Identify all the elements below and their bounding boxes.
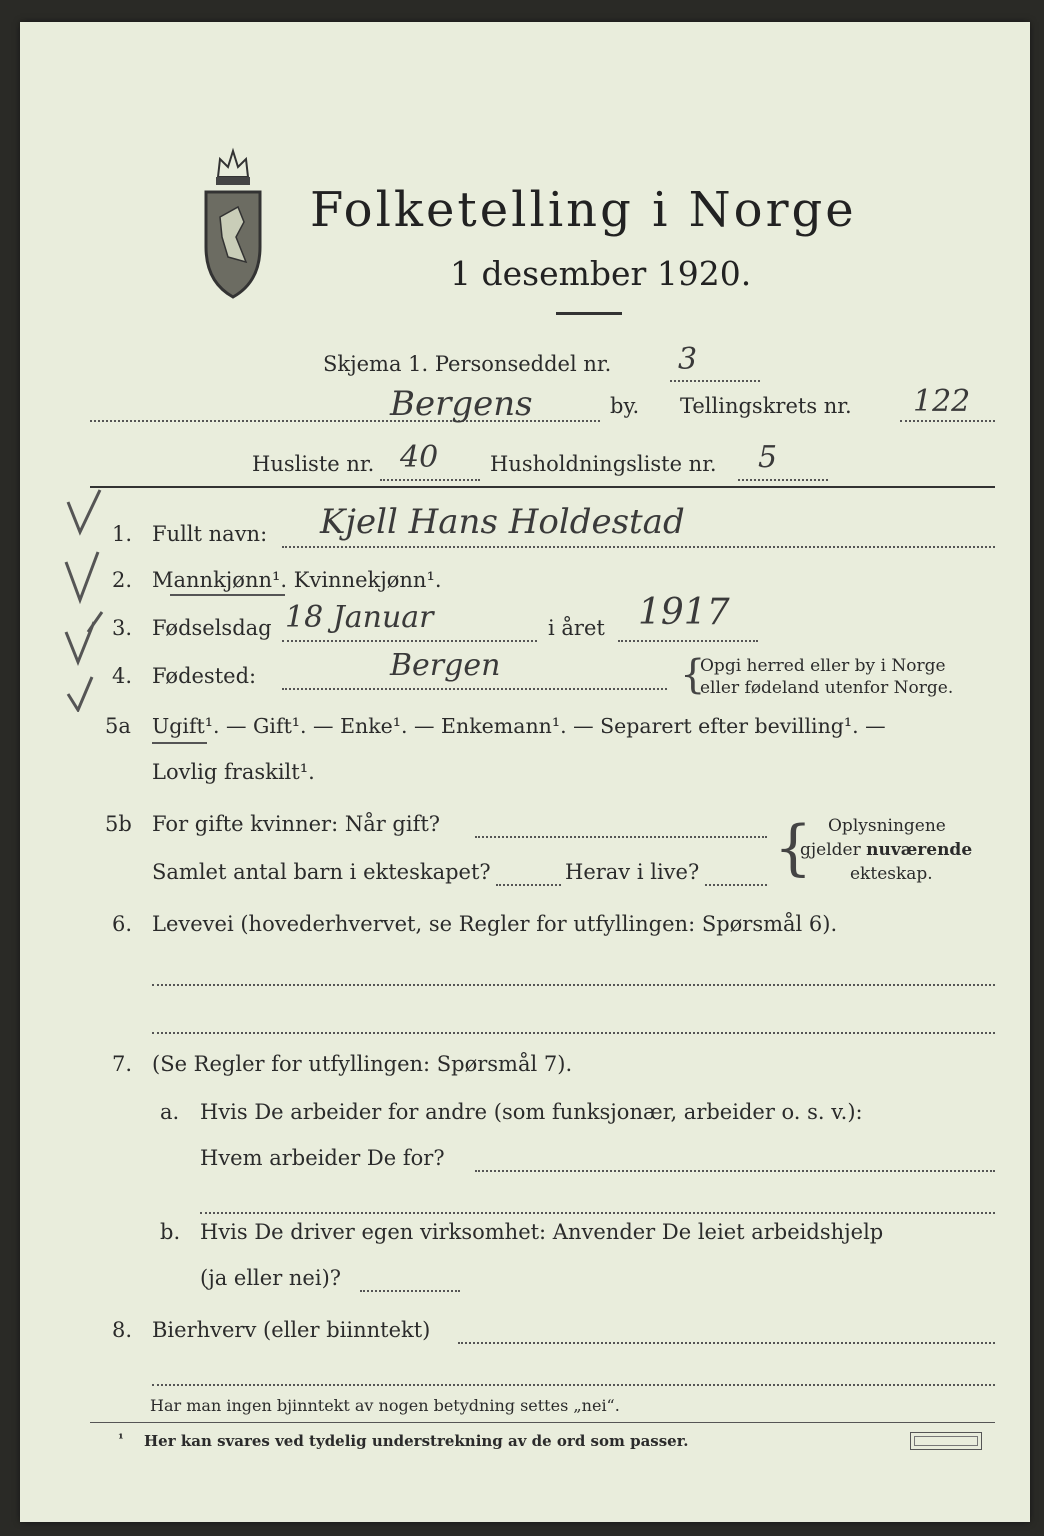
q6-number: 6.: [112, 912, 133, 936]
q7-label: (Se Regler for utfyllingen: Spørsmål 7).: [152, 1052, 573, 1076]
q7b-line-2: (ja eller nei)?: [200, 1266, 342, 1290]
tellingskrets-label: Tellingskrets nr.: [680, 394, 852, 418]
by-label: by.: [610, 394, 640, 418]
tellingskrets-line: [900, 420, 995, 422]
q3-year-line: [618, 640, 758, 642]
husholdning-label: Husholdningsliste nr.: [490, 452, 717, 476]
q7b-line: [360, 1290, 460, 1292]
city-value[interactable]: Bergens: [390, 384, 533, 424]
tellingskrets-value[interactable]: 122: [913, 384, 971, 419]
q5a-line-1: Ugift¹. — Gift¹. — Enke¹. — Enkemann¹. — Separert efter bevilling¹. —: [152, 714, 886, 738]
q5a-underline: [152, 742, 207, 744]
husliste-value[interactable]: 40: [400, 440, 439, 475]
q4-brace: {: [680, 652, 706, 698]
skjema-label: Skjema 1. Personseddel nr.: [323, 352, 612, 376]
q5b-line-1: [475, 836, 767, 838]
q4-note-1: Opgi herred eller by i Norge: [700, 656, 946, 676]
personseddel-value[interactable]: 3: [678, 342, 698, 377]
q1-label: Fullt navn:: [152, 522, 268, 546]
q8-line-2: [152, 1384, 995, 1386]
q5b-line-3: [705, 884, 767, 886]
footnote-text: Her kan svares ved tydelig understrekning av de ord som passer.: [144, 1432, 689, 1450]
q2-underline: [170, 594, 285, 596]
birth-day-value[interactable]: 18 Januar: [285, 600, 434, 635]
q4-number: 4.: [112, 664, 133, 688]
q5b-note-3: ekteskap.: [850, 864, 933, 884]
footnote-mark: ¹: [118, 1432, 124, 1447]
husholdning-value[interactable]: 5: [758, 440, 778, 475]
norway-coat-of-arms-icon: [198, 137, 268, 307]
q7a-number: a.: [160, 1100, 180, 1124]
q5b-brace: {: [774, 813, 813, 883]
q4-note-2: eller fødeland utenfor Norge.: [700, 678, 954, 698]
q7a-line-2: Hvem arbeider De for?: [200, 1146, 445, 1170]
q3-year-label: i året: [548, 616, 605, 640]
title-divider: [556, 312, 622, 315]
birthplace-value[interactable]: Bergen: [390, 648, 501, 683]
q5b-label-3: Herav i live?: [565, 860, 700, 884]
q7b-line-1: Hvis De driver egen virksomhet: Anvender De leiet arbeidshjelp: [200, 1220, 884, 1244]
printer-stamp: [910, 1432, 982, 1450]
q7b-number: b.: [160, 1220, 181, 1244]
q3-day-line: [282, 640, 537, 642]
q5b-note-2: gjelder nuværende: [800, 840, 973, 860]
form-date: 1 desember 1920.: [450, 254, 752, 293]
q5b-line-2: [496, 884, 561, 886]
personseddel-line: [670, 380, 760, 382]
q3-number: 3.: [112, 616, 133, 640]
section-divider: [90, 486, 995, 488]
q8-line: [458, 1342, 995, 1344]
husliste-line: [380, 479, 480, 481]
census-form: [20, 22, 1030, 1522]
q6-label: Levevei (hovederhvervet, se Regler for utfyllingen: Spørsmål 6).: [152, 912, 838, 936]
q5b-number: 5b: [105, 812, 132, 836]
husholdning-line: [738, 479, 828, 481]
q2-label: Mannkjønn¹. Kvinnekjønn¹.: [152, 568, 442, 592]
q4-line: [282, 688, 667, 690]
q5b-label-1: For gifte kvinner: Når gift?: [152, 812, 441, 836]
q4-label: Fødested:: [152, 664, 257, 688]
q6-line-2: [152, 1032, 995, 1034]
q5b-note-1: Oplysningene: [828, 816, 946, 836]
full-name-value[interactable]: Kjell Hans Holdestad: [320, 502, 685, 542]
q6-line-1: [152, 984, 995, 986]
q5b-label-2: Samlet antal barn i ekteskapet?: [152, 860, 491, 884]
q7a-line: [475, 1170, 995, 1172]
footer-note: Har man ingen bjinntekt av nogen betydning settes „nei“.: [150, 1396, 620, 1415]
form-title: Folketelling i Norge: [310, 182, 857, 238]
q2-number: 2.: [112, 568, 133, 592]
q7-number: 7.: [112, 1052, 133, 1076]
q7a-line-1: Hvis De arbeider for andre (som funksjonær, arbeider o. s. v.):: [200, 1100, 863, 1124]
footer-divider: [90, 1422, 995, 1423]
q5a-line-2: Lovlig fraskilt¹.: [152, 760, 315, 784]
q3-label: Fødselsdag: [152, 616, 272, 640]
q8-number: 8.: [112, 1318, 133, 1342]
q5a-number: 5a: [105, 714, 131, 738]
q1-number: 1.: [112, 522, 133, 546]
q8-label: Bierhverv (eller biinntekt): [152, 1318, 431, 1342]
q1-line: [282, 546, 995, 548]
q7a-line-extra: [200, 1212, 995, 1214]
birth-year-value[interactable]: 1917: [638, 592, 730, 633]
husliste-label: Husliste nr.: [252, 452, 375, 476]
